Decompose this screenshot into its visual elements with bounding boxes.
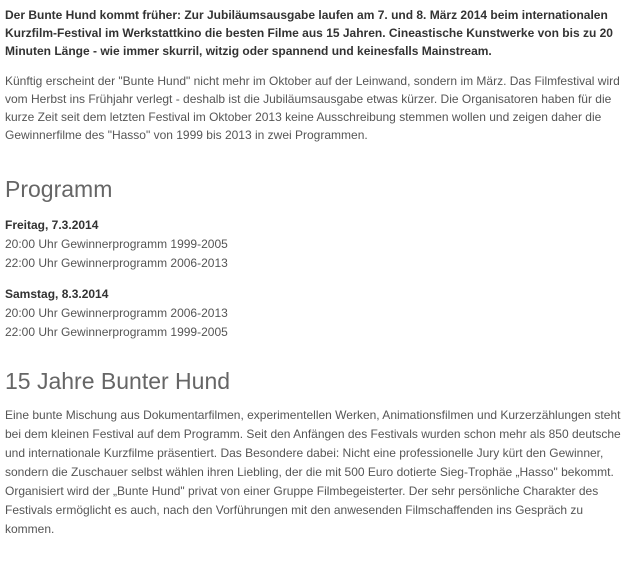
intro-paragraph: Künftig erscheint der "Bunte Hund" nicht mehr im Oktober auf der Leinwand, sondern im März. Das Filmfestival wird vom Herbst ins Frühjahr verlegt - deshalb ist die Jubiläumsausgabe etwas kürzer. Die Organisatoren haben für die kurze Zeit seit dem letzten Festival im Oktober 2013 keine Ausschreibung stemmen wollen und zeigen daher die Gewinnerfilme des "Hasso" von 1999 bis 2013 in zwei Programmen. — [5, 74, 620, 142]
program-day-title: Samstag, 8.3.2014 — [5, 287, 109, 301]
program-slot: 20:00 Uhr Gewinnerprogramm 2006-2013 — [5, 306, 228, 320]
programm-heading: Programm — [5, 176, 113, 202]
history-heading: 15 Jahre Bunter Hund — [5, 368, 231, 394]
program-day-title: Freitag, 7.3.2014 — [5, 218, 99, 232]
program-slot: 20:00 Uhr Gewinnerprogramm 1999-2005 — [5, 237, 228, 251]
history-paragraph: Eine bunte Mischung aus Dokumentarfilmen, experimentellen Werken, Animationsfilmen und Kurzerzählungen steht bei dem kleinen Festival auf dem Programm. Seit den Anfängen des Festivals wurden schon mehr als 850 deutsche und internationale Kurzfilme präsentiert. Das Besondere dabei: Nicht eine professionelle Jury kürt den Gewinner, sondern die Zuschauer selbst wählen ihren Liebling, der die mit 500 Euro dotierte Sieg-Trophäe „Hasso" bekommt. Organisiert wird der „Bunte Hund" privat von einer Gruppe Filmbegeisterter. Der sehr persönliche Charakter des Festivals ermöglicht es auch, nach den Vorführungen mit den anwesenden Filmschaffenden ins Gespräch zu kommen. — [5, 408, 621, 536]
intro-lead: Der Bunte Hund kommt früher: Zur Jubiläumsausgabe laufen am 7. und 8. März 2014 beim internationalen Kurzfilm-Festival im Werkstattkino die besten Filme aus 15 Jahren. Cineastische Kunstwerke von bis zu 20 Minuten Länge - wie immer skurril, witzig oder spannend und keinesfalls Mainstream. — [5, 8, 613, 58]
program-slot: 22:00 Uhr Gewinnerprogramm 1999-2005 — [5, 325, 228, 339]
program-day-friday — [5, 216, 623, 273]
program-day-saturday — [5, 285, 623, 342]
program-slot: 22:00 Uhr Gewinnerprogramm 2006-2013 — [5, 256, 228, 270]
